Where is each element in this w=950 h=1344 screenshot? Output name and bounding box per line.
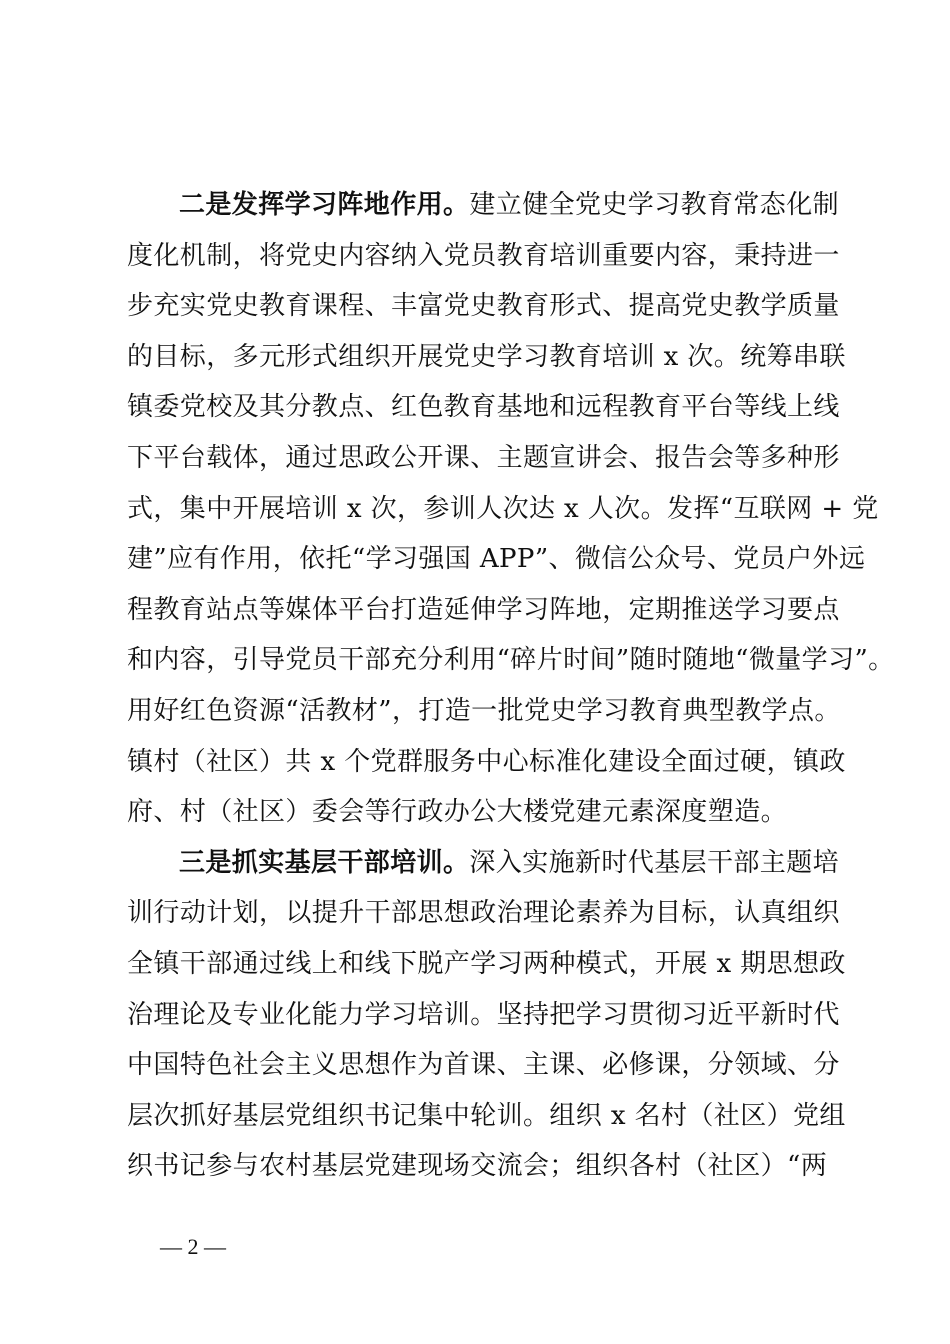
paragraph-2-line: 织书记参与农村基层党建现场交流会；组织各村（社区）“两 bbox=[127, 1151, 828, 1182]
body-text bbox=[127, 180, 895, 1192]
paragraph-1-line-1 bbox=[127, 180, 843, 231]
paragraph-2-heading: 三是抓实基层干部培训。 bbox=[179, 847, 470, 878]
paragraph-1-line: 式，集中开展培训 x 次，参训人次达 x 人次。发挥“互联网 + 党 bbox=[127, 493, 879, 524]
paragraph-1-heading: 二是发挥学习阵地作用。 bbox=[179, 190, 470, 220]
paragraph-1-line: 用好红色资源“活教材”，打造一批党史学习教育典型教学点。 bbox=[127, 695, 841, 726]
paragraph-1-line: 下平台载体，通过思政公开课、主题宣讲会、报告会等多种形 bbox=[127, 442, 840, 473]
page-number: — 2 — bbox=[160, 1234, 226, 1259]
paragraph-1-text: 建立健全党史学习教育常态化制 bbox=[469, 190, 840, 220]
paragraph-1-line: 镇委党校及其分教点、红色教育基地和远程教育平台等线上线 bbox=[127, 392, 840, 423]
paragraph-1-line: 度化机制，将党史内容纳入党员教育培训重要内容，秉持进一 bbox=[127, 240, 840, 271]
paragraph-1-line: 建”应有作用，依托“学习强国 APP”、微信公众号、党员户外远 bbox=[127, 544, 866, 575]
paragraph-2-line: 训行动计划，以提升干部思想政治理论素养为目标，认真组织 bbox=[127, 898, 840, 929]
paragraph-2-line: 全镇干部通过线上和线下脱产学习两种模式，开展 x 期思想政 bbox=[127, 948, 846, 979]
paragraph-1-line: 府、村（社区）委会等行政办公大楼党建元素深度塑造。 bbox=[127, 797, 788, 828]
paragraph-1-line: 的目标，多元形式组织开展党史学习教育培训 x 次。统筹串联 bbox=[127, 341, 846, 372]
paragraph-2-line: 治理论及专业化能力学习培训。坚持把学习贯彻习近平新时代 bbox=[127, 999, 840, 1030]
paragraph-1-line: 和内容，引导党员干部充分利用“碎片时间”随时随地“微量学习”。 bbox=[127, 645, 895, 676]
paragraph-1-line: 镇村（社区）共 x 个党群服务中心标准化建设全面过硬，镇政 bbox=[127, 746, 846, 777]
paragraph-1-line: 程教育站点等媒体平台打造延伸学习阵地，定期推送学习要点 bbox=[127, 594, 840, 625]
paragraph-2-line: 中国特色社会主义思想作为首课、主课、必修课，分领域、分 bbox=[127, 1050, 840, 1081]
paragraph-2-text: 深入实施新时代基层干部主题培 bbox=[469, 847, 840, 878]
paragraph-2-line-1 bbox=[127, 838, 843, 889]
paragraph-2-line: 层次抓好基层党组织书记集中轮训。组织 x 名村（社区）党组 bbox=[127, 1100, 846, 1131]
paragraph-1-line: 步充实党史教育课程、丰富党史教育形式、提高党史教学质量 bbox=[127, 291, 840, 322]
